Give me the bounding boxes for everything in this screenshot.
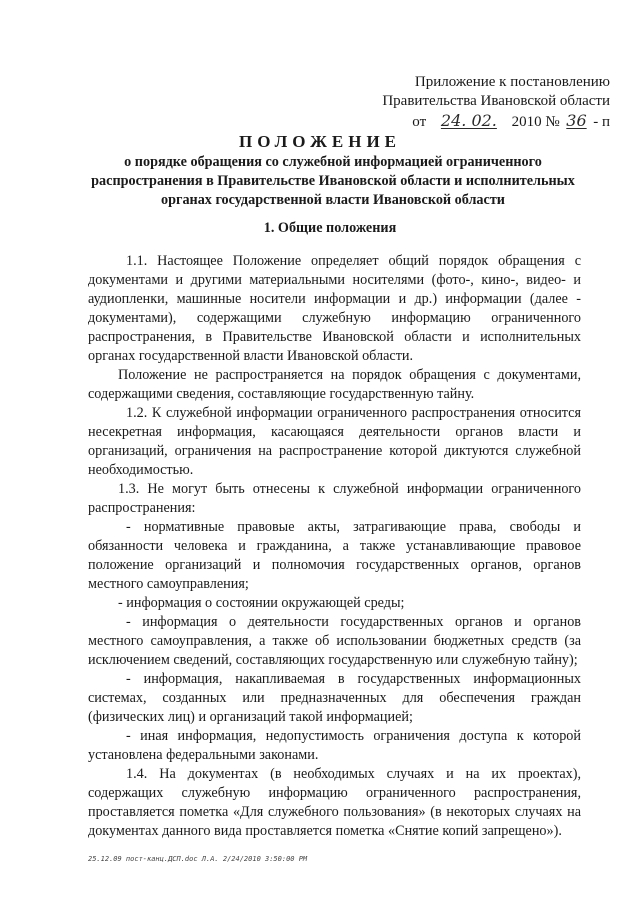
appendix-line-2: Правительства Ивановской области [382, 93, 610, 109]
appendix-line-1: Приложение к постановлению [414, 74, 610, 90]
document-subtitle: о порядке обращения со служебной информацией ограниченного распространения в Правительстве Ивановской области и исполнительных органах государственной власти Ивановской области [91, 154, 575, 208]
list-item-information-systems: - информация, накапливаемая в государственных информационных системах, созданных или предназначенных для обеспечения граждан (физических лиц) и организаций такой информацией; [88, 671, 581, 725]
list-item-normative-acts: - нормативные правовые акты, затрагивающие права, свободы и обязанности человека и гражданина, а также устанавливающие правовое положение организаций и полномочия государственных органов, органов местного самоуправления; [88, 519, 581, 592]
paragraph-1-3: 1.3. Не могут быть отнесены к служебной информации ограниченного распространения: [88, 481, 581, 516]
list-item-government-activity: - информация о деятельности государственных органов и органов местного самоуправления, а также об использовании бюджетных средств (за исключением сведений, составляющих государственную или служебную тайну); [88, 614, 581, 668]
section-heading: 1. Общие положения [263, 220, 397, 236]
file-footer: 25.12.09 пост-канц.ДСП.doc Л.А. 2/24/2010 3:50:00 PM [88, 855, 308, 863]
appendix-date-line [310, 111, 610, 132]
handwritten-number: 36 [566, 111, 587, 130]
document-title: ПОЛОЖЕНИЕ [239, 132, 401, 151]
document-body [88, 252, 581, 841]
list-item-federal-laws: - иная информация, недопустимость ограничения доступа к которой установлена федеральными законами. [88, 728, 581, 763]
list-item-environment: - информация о состоянии окружающей среды; [118, 595, 405, 611]
paragraph-1-4: 1.4. На документах (в необходимых случаях и на их проектах), содержащих служебную информацию ограниченного распространения, проставляется пометка «Для служебного пользования» (в некоторых случаях на документах данного вида проставляется пометка «Снятие копий запрещено»). [88, 766, 581, 839]
paragraph-1-1: 1.1. Настоящее Положение определяет общий порядок обращения с документами и другими материальными носителями (фото-, кино-, видео- и аудиопленки, машинные носители информации и др.) информации (далее - документами), содержащими служебную информацию ограниченного распространения, в Правительстве Ивановской области и исполнительных органах государственной власти Ивановской области. [88, 253, 581, 364]
appendix-suffix: - п [593, 114, 610, 130]
appendix-prefix: от [412, 114, 427, 130]
appendix-year: 2010 № [511, 114, 560, 130]
paragraph-scope-note: Положение не распространяется на порядок обращения с документами, содержащими сведения, составляющие государственную тайну. [88, 367, 581, 402]
paragraph-1-2: 1.2. К служебной информации ограниченного распространения относится несекретная информация, касающаяся деятельности органов власти и организаций, ограничения на распространение которой диктуются служебной необходимостью. [88, 405, 581, 478]
appendix-block [310, 73, 610, 132]
handwritten-date: 24. 02. [440, 111, 497, 130]
